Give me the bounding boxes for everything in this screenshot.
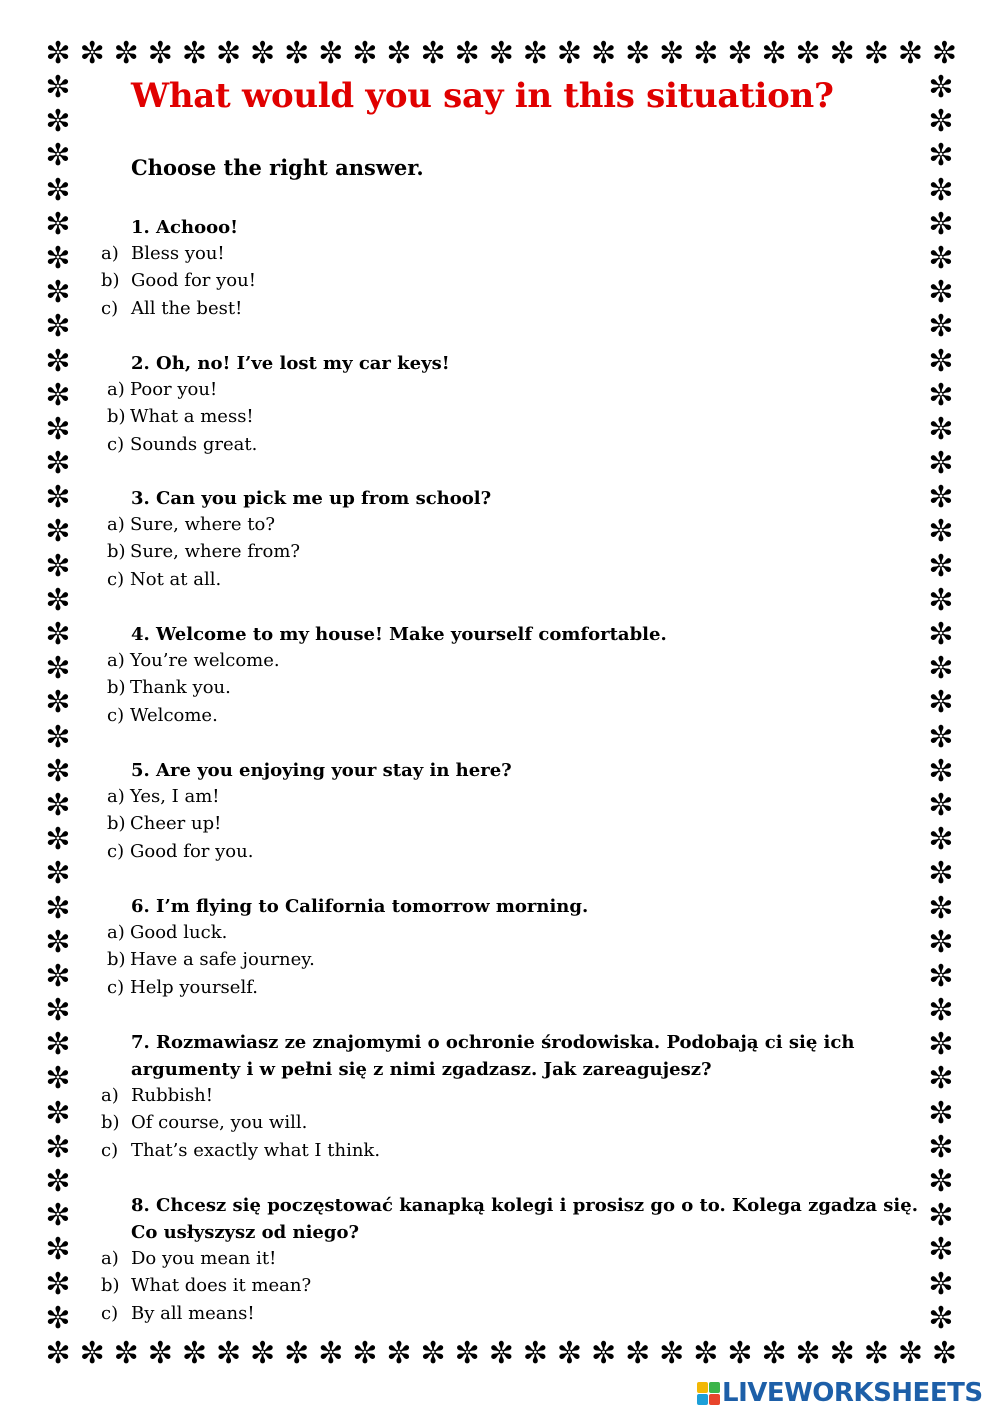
answer-option[interactable] bbox=[101, 1109, 380, 1136]
border-flower-icon: ✼ bbox=[45, 993, 71, 1029]
border-flower-icon: ✼ bbox=[897, 36, 923, 71]
border-flower-icon: ✼ bbox=[45, 446, 71, 482]
option-letter: c) bbox=[101, 1302, 119, 1324]
border-flower-icon: ✼ bbox=[928, 377, 954, 413]
answer-option[interactable] bbox=[101, 295, 256, 322]
border-flower-icon: ✼ bbox=[147, 1336, 173, 1371]
border-flower-icon: ✼ bbox=[590, 36, 617, 71]
border-flower-icon: ✼ bbox=[45, 617, 71, 652]
border-flower-icon: ✼ bbox=[45, 480, 71, 516]
option-letter: b) bbox=[107, 949, 126, 971]
border-flower-icon: ✼ bbox=[113, 36, 139, 71]
border-flower-icon: ✼ bbox=[931, 36, 958, 71]
border-flower-icon: ✼ bbox=[928, 446, 954, 482]
answer-option[interactable] bbox=[101, 1245, 311, 1272]
border-flower-icon: ✼ bbox=[45, 377, 71, 413]
border-flower-icon: ✼ bbox=[352, 36, 378, 71]
option-text: Bless you! bbox=[131, 243, 225, 264]
option-letter: c) bbox=[101, 297, 119, 319]
border-flower-icon: ✼ bbox=[625, 36, 651, 71]
answer-option[interactable] bbox=[101, 538, 300, 565]
answer-option[interactable] bbox=[101, 838, 253, 865]
option-text: Have a safe journey. bbox=[130, 949, 315, 971]
answer-options bbox=[101, 1082, 380, 1164]
option-letter: a) bbox=[107, 379, 125, 400]
border-flower-icon: ✼ bbox=[45, 104, 71, 140]
option-text: What a mess! bbox=[130, 406, 254, 428]
answer-options bbox=[101, 511, 300, 593]
border-flower-icon: ✼ bbox=[727, 1336, 753, 1371]
answer-option[interactable] bbox=[101, 376, 257, 403]
border-flower-icon: ✼ bbox=[928, 480, 954, 516]
border-flower-icon: ✼ bbox=[488, 1336, 514, 1371]
border-flower-icon: ✼ bbox=[928, 651, 954, 687]
answer-option[interactable] bbox=[101, 702, 280, 729]
answer-options bbox=[101, 240, 256, 322]
option-text: Sounds great. bbox=[130, 433, 258, 455]
option-text: Not at all. bbox=[130, 568, 222, 590]
border-flower-icon: ✼ bbox=[928, 719, 954, 755]
border-flower-icon: ✼ bbox=[928, 1027, 954, 1063]
page-title: What would you say in this situation? bbox=[131, 76, 834, 116]
border-flower-icon: ✼ bbox=[45, 1061, 71, 1097]
answer-option[interactable] bbox=[101, 674, 280, 701]
border-flower-icon: ✼ bbox=[928, 514, 954, 550]
border-flower-icon: ✼ bbox=[45, 582, 71, 618]
border-flower-icon: ✼ bbox=[45, 1164, 71, 1199]
border-flower-icon: ✼ bbox=[45, 1129, 71, 1165]
border-flower-icon: ✼ bbox=[659, 36, 685, 71]
border-flower-icon: ✼ bbox=[625, 1336, 651, 1371]
border-flower-icon: ✼ bbox=[928, 275, 954, 311]
border-flower-icon: ✼ bbox=[897, 1336, 923, 1371]
border-flower-icon: ✼ bbox=[45, 206, 71, 242]
question-prompt: 8. Chcesz się poczęstować kanapką kolegi i prosisz go o to. Kolega zgadza się. Co usłyszysz od niego? bbox=[131, 1195, 918, 1243]
border-flower-icon: ✼ bbox=[928, 787, 954, 823]
option-text: Good luck. bbox=[130, 922, 228, 943]
border-flower-icon: ✼ bbox=[386, 1336, 412, 1371]
border-flower-icon: ✼ bbox=[45, 172, 71, 208]
answer-option[interactable] bbox=[101, 974, 315, 1001]
instructions: Choose the right answer. bbox=[131, 155, 424, 180]
border-flower-icon: ✼ bbox=[863, 36, 889, 71]
border-flower-icon: ✼ bbox=[795, 36, 821, 71]
liveworksheets-logo[interactable] bbox=[697, 1378, 983, 1408]
answer-option[interactable] bbox=[101, 919, 315, 946]
border-flower-icon: ✼ bbox=[45, 856, 71, 892]
option-letter: b) bbox=[101, 270, 120, 292]
option-text: That’s exactly what I think. bbox=[131, 1139, 381, 1161]
border-flower-icon: ✼ bbox=[45, 309, 71, 345]
border-flower-icon: ✼ bbox=[45, 411, 71, 447]
option-letter: b) bbox=[107, 677, 126, 699]
option-letter: a) bbox=[107, 514, 125, 535]
border-flower-icon: ✼ bbox=[45, 1198, 71, 1234]
answer-option[interactable] bbox=[101, 1272, 311, 1299]
option-letter: b) bbox=[107, 813, 126, 835]
option-text: Of course, you will. bbox=[131, 1112, 308, 1134]
border-flower-icon: ✼ bbox=[45, 240, 71, 276]
border-flower-icon: ✼ bbox=[928, 617, 954, 652]
border-flower-icon: ✼ bbox=[45, 1232, 71, 1268]
border-flower-icon: ✼ bbox=[522, 1336, 548, 1371]
border-flower-icon: ✼ bbox=[454, 1336, 480, 1371]
answer-option[interactable] bbox=[101, 946, 315, 973]
border-flower-icon: ✼ bbox=[928, 343, 954, 379]
answer-option[interactable] bbox=[101, 431, 257, 458]
option-letter: c) bbox=[107, 976, 125, 998]
border-flower-icon: ✼ bbox=[352, 1336, 378, 1371]
border-flower-icon: ✼ bbox=[45, 343, 71, 379]
border-flower-icon: ✼ bbox=[928, 1095, 954, 1131]
border-flower-icon: ✼ bbox=[45, 1027, 71, 1063]
border-flower-icon: ✼ bbox=[45, 924, 71, 960]
border-flower-icon: ✼ bbox=[522, 36, 548, 71]
border-flower-icon: ✼ bbox=[928, 753, 954, 789]
option-letter: a) bbox=[107, 786, 125, 807]
border-flower-icon: ✼ bbox=[556, 36, 583, 71]
border-flower-icon: ✼ bbox=[928, 890, 954, 926]
border-flower-icon: ✼ bbox=[928, 685, 954, 721]
option-letter: c) bbox=[107, 840, 125, 862]
option-text: What does it mean? bbox=[131, 1275, 312, 1297]
border-flower-icon: ✼ bbox=[45, 890, 71, 926]
border-flower-icon: ✼ bbox=[928, 240, 954, 276]
border-flower-icon: ✼ bbox=[45, 1300, 71, 1336]
border-flower-icon: ✼ bbox=[590, 1336, 617, 1371]
option-letter: c) bbox=[107, 568, 125, 590]
border-flower-icon: ✼ bbox=[928, 1061, 954, 1097]
border-flower-icon: ✼ bbox=[79, 36, 105, 71]
brand-name: LIVEWORKSHEETS bbox=[722, 1378, 983, 1408]
border-flower-icon: ✼ bbox=[284, 36, 310, 71]
answer-option[interactable] bbox=[101, 1082, 380, 1109]
border-flower-icon: ✼ bbox=[693, 36, 719, 71]
border-flower-icon: ✼ bbox=[420, 1336, 446, 1371]
border-flower-icon: ✼ bbox=[928, 70, 954, 105]
border-flower-icon: ✼ bbox=[928, 1198, 954, 1234]
answer-option[interactable] bbox=[101, 1137, 380, 1164]
option-text: You’re welcome. bbox=[130, 650, 280, 671]
border-flower-icon: ✼ bbox=[928, 172, 954, 208]
border-flower-icon: ✼ bbox=[761, 36, 787, 71]
option-text: Yes, I am! bbox=[130, 786, 220, 807]
option-text: Help yourself. bbox=[130, 976, 258, 998]
border-flower-icon: ✼ bbox=[45, 548, 71, 584]
border-flower-icon: ✼ bbox=[147, 36, 173, 71]
border-flower-icon: ✼ bbox=[928, 138, 954, 174]
border-flower-icon: ✼ bbox=[928, 1266, 954, 1302]
answer-option[interactable] bbox=[101, 240, 256, 267]
answer-options bbox=[101, 647, 280, 729]
answer-option[interactable] bbox=[101, 403, 257, 430]
border-flower-icon: ✼ bbox=[45, 275, 71, 311]
answer-option[interactable] bbox=[101, 511, 300, 538]
answer-option[interactable] bbox=[101, 1300, 311, 1327]
option-text: Sure, where to? bbox=[130, 514, 275, 535]
border-flower-icon: ✼ bbox=[318, 1336, 344, 1371]
border-flower-icon: ✼ bbox=[45, 787, 71, 823]
answer-option[interactable] bbox=[101, 267, 256, 294]
option-text: Rubbish! bbox=[131, 1085, 214, 1106]
border-flower-icon: ✼ bbox=[79, 1336, 105, 1371]
border-flower-icon: ✼ bbox=[928, 993, 954, 1029]
border-flower-icon: ✼ bbox=[863, 1336, 889, 1371]
border-flower-icon: ✼ bbox=[761, 1336, 787, 1371]
option-text: By all means! bbox=[131, 1302, 255, 1324]
border-flower-icon: ✼ bbox=[928, 1232, 954, 1268]
border-flower-icon: ✼ bbox=[45, 685, 71, 721]
option-letter: a) bbox=[101, 1085, 119, 1106]
option-text: Good for you! bbox=[131, 270, 256, 292]
border-flower-icon: ✼ bbox=[45, 514, 71, 550]
option-letter: b) bbox=[107, 541, 126, 563]
question-prompt: 4. Welcome to my house! Make yourself comfortable. bbox=[131, 624, 667, 645]
question-prompt: 5. Are you enjoying your stay in here? bbox=[131, 760, 512, 781]
border-flower-icon: ✼ bbox=[181, 36, 207, 71]
decorative-border-bottom bbox=[41, 1336, 962, 1373]
border-flower-icon: ✼ bbox=[928, 206, 954, 242]
border-flower-icon: ✼ bbox=[795, 1336, 821, 1371]
answer-option[interactable] bbox=[101, 647, 280, 674]
answer-options bbox=[101, 376, 257, 458]
option-letter: a) bbox=[107, 922, 125, 943]
border-flower-icon: ✼ bbox=[45, 138, 71, 174]
border-flower-icon: ✼ bbox=[928, 1164, 954, 1199]
option-letter: b) bbox=[101, 1112, 120, 1134]
border-flower-icon: ✼ bbox=[215, 1336, 242, 1371]
border-flower-icon: ✼ bbox=[659, 1336, 685, 1371]
border-flower-icon: ✼ bbox=[928, 1129, 954, 1165]
option-text: Do you mean it! bbox=[131, 1248, 277, 1269]
border-flower-icon: ✼ bbox=[829, 36, 855, 71]
question-prompt: 1. Achooo! bbox=[131, 217, 238, 238]
option-text: Welcome. bbox=[130, 704, 218, 726]
border-flower-icon: ✼ bbox=[181, 1336, 207, 1371]
border-flower-icon: ✼ bbox=[829, 1336, 855, 1371]
border-flower-icon: ✼ bbox=[45, 958, 71, 994]
option-letter: c) bbox=[101, 1139, 119, 1161]
option-text: All the best! bbox=[131, 297, 243, 319]
question-prompt: 3. Can you pick me up from school? bbox=[131, 488, 492, 509]
border-flower-icon: ✼ bbox=[931, 1336, 958, 1371]
option-letter: b) bbox=[107, 406, 126, 428]
option-text: Poor you! bbox=[130, 379, 218, 400]
option-letter: a) bbox=[107, 650, 125, 671]
question-prompt: 6. I’m flying to California tomorrow morning. bbox=[131, 896, 589, 917]
option-text: Good for you. bbox=[130, 840, 254, 862]
question-prompt: 7. Rozmawiasz ze znajomymi o ochronie środowiska. Podobają ci się ich argumenty i w pełni się z nimi zgadzasz. Jak zareagujesz? bbox=[131, 1032, 855, 1080]
border-flower-icon: ✼ bbox=[318, 36, 344, 71]
border-flower-icon: ✼ bbox=[556, 1336, 583, 1371]
border-flower-icon: ✼ bbox=[928, 856, 954, 892]
border-flower-icon: ✼ bbox=[250, 36, 276, 71]
border-flower-icon: ✼ bbox=[215, 36, 242, 71]
border-flower-icon: ✼ bbox=[45, 651, 71, 687]
border-flower-icon: ✼ bbox=[45, 70, 71, 105]
border-flower-icon: ✼ bbox=[113, 1336, 139, 1371]
border-flower-icon: ✼ bbox=[928, 411, 954, 447]
border-flower-icon: ✼ bbox=[488, 36, 514, 71]
option-letter: c) bbox=[107, 704, 125, 726]
option-text: Cheer up! bbox=[130, 813, 222, 835]
option-text: Thank you. bbox=[130, 677, 231, 699]
border-flower-icon: ✼ bbox=[284, 1336, 310, 1371]
liveworksheets-blocks-icon bbox=[697, 1382, 720, 1405]
border-flower-icon: ✼ bbox=[928, 309, 954, 345]
answer-options bbox=[101, 783, 253, 865]
option-letter: a) bbox=[101, 1248, 119, 1269]
border-flower-icon: ✼ bbox=[45, 1336, 71, 1371]
border-flower-icon: ✼ bbox=[454, 36, 480, 71]
decorative-border-right bbox=[924, 70, 958, 1338]
border-flower-icon: ✼ bbox=[45, 36, 71, 71]
border-flower-icon: ✼ bbox=[693, 1336, 719, 1371]
border-flower-icon: ✼ bbox=[928, 924, 954, 960]
border-flower-icon: ✼ bbox=[45, 719, 71, 755]
answer-options bbox=[101, 1245, 311, 1327]
border-flower-icon: ✼ bbox=[250, 1336, 276, 1371]
border-flower-icon: ✼ bbox=[928, 582, 954, 618]
border-flower-icon: ✼ bbox=[386, 36, 412, 71]
answer-option[interactable] bbox=[101, 783, 253, 810]
border-flower-icon: ✼ bbox=[420, 36, 446, 71]
border-flower-icon: ✼ bbox=[928, 548, 954, 584]
decorative-border-top bbox=[41, 36, 962, 73]
option-text: Sure, where from? bbox=[130, 541, 301, 563]
answer-option[interactable] bbox=[101, 566, 300, 593]
answer-option[interactable] bbox=[101, 810, 253, 837]
border-flower-icon: ✼ bbox=[45, 822, 71, 858]
answer-options bbox=[101, 919, 315, 1001]
border-flower-icon: ✼ bbox=[928, 958, 954, 994]
option-letter: a) bbox=[101, 243, 119, 264]
border-flower-icon: ✼ bbox=[45, 753, 71, 789]
decorative-border-left bbox=[41, 70, 75, 1338]
border-flower-icon: ✼ bbox=[45, 1095, 71, 1131]
option-letter: b) bbox=[101, 1275, 120, 1297]
border-flower-icon: ✼ bbox=[928, 1300, 954, 1336]
border-flower-icon: ✼ bbox=[45, 1266, 71, 1302]
option-letter: c) bbox=[107, 433, 125, 455]
border-flower-icon: ✼ bbox=[928, 822, 954, 858]
question-prompt: 2. Oh, no! I’ve lost my car keys! bbox=[131, 353, 450, 374]
border-flower-icon: ✼ bbox=[928, 104, 954, 140]
border-flower-icon: ✼ bbox=[727, 36, 753, 71]
